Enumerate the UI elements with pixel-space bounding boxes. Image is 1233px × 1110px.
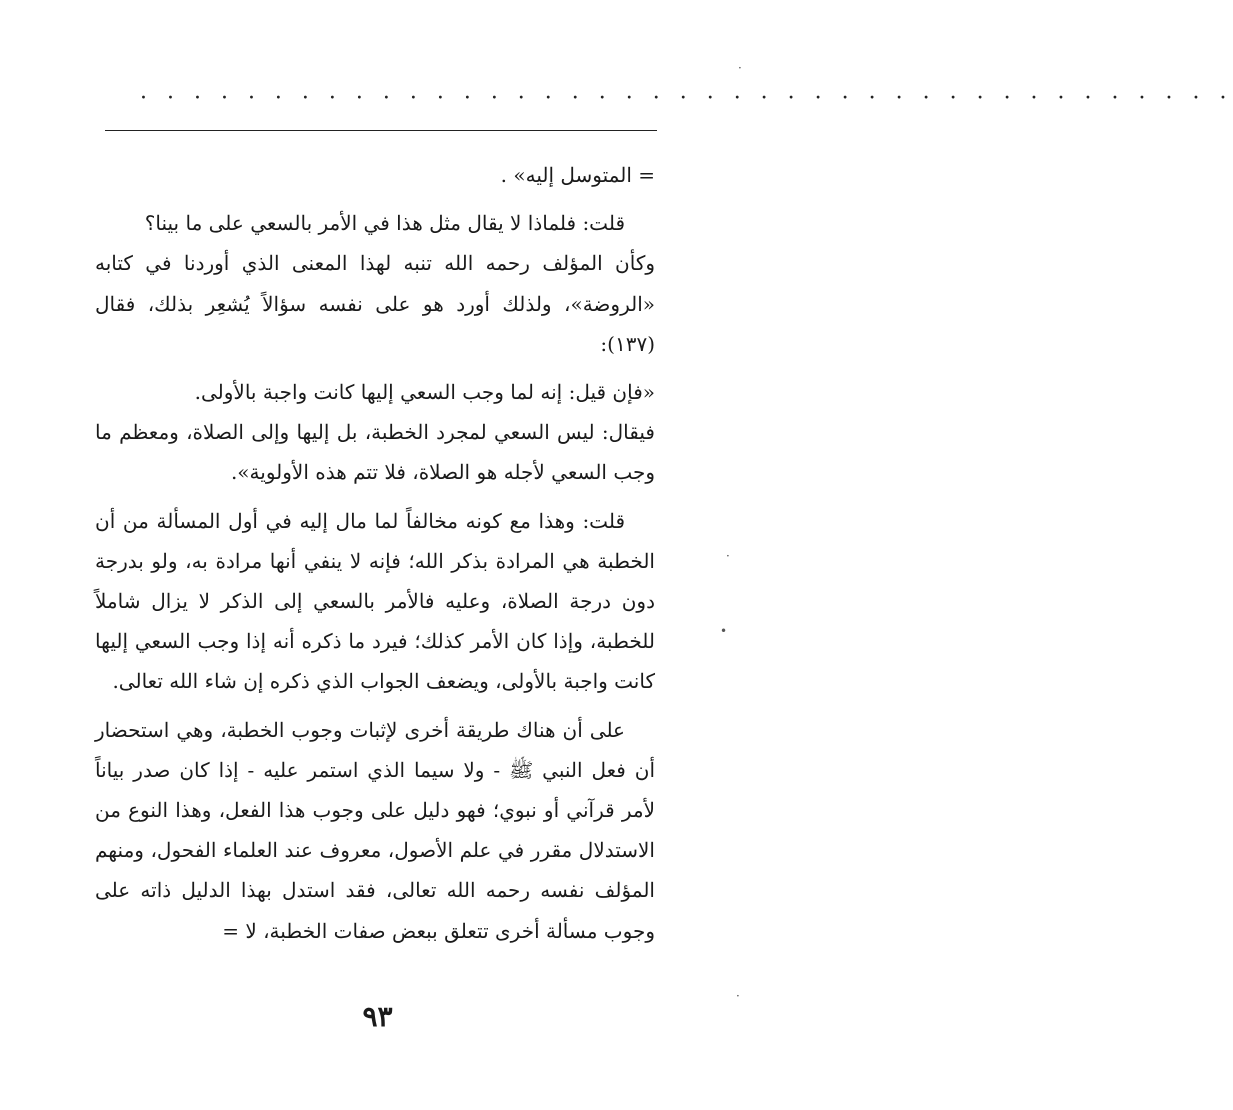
paragraph-gap [95,493,655,501]
main-text [95,155,655,951]
text-line: = المتوسل إليه» . [500,163,655,187]
text-paragraph: وكأن المؤلف رحمه الله تنبه لهذا المعنى الذي أوردنا في كتابه «الروضة»، ولذلك أورد هو على نفسه سؤالاً يُشعِر بذلك، فقال (١٣٧): [95,251,655,356]
paragraph-gap [95,364,655,372]
page-edge-mark: • [720,624,728,638]
text-line: قلت: فلماذا لا يقال مثل هذا في الأمر بالسعي على ما بينا؟ [144,211,625,236]
paragraph-gap [95,195,655,203]
text-line: «فإن قيل: إنه لما وجب السعي إليها كانت واجبة بالأولى. [194,380,655,405]
header-rule [105,130,657,131]
text-paragraph: قلت: وهذا مع كونه مخالفاً لما مال إليه في أول المسألة من أن الخطبة هي المرادة بذكر الله؛ فإنه لا ينفي أنها مرادة به، ولو بدرجة دون درجة الصلاة، وعليه فالأمر بالسعي إلى الذكر لا يزال شاملاً للخطبة، وإذا كان الأمر كذلك؛ فيرد ما ذكره أنه إذا وجب السعي إليها كانت واجبة بالأولى، ويضعف الجواب الذي ذكره إن شاء الله تعالى. [95,508,655,694]
text-paragraph: على أن هناك طريقة أخرى لإثبات وجوب الخطبة، وهي استحضار أن فعل النبي ﷺ - ولا سيما الذي استمر عليه - إذا كان صدر بياناً لأمر قرآني أو نبوي؛ فهو دليل على وجوب هذا الفعل، وهذا النوع من الاستدلال مقرر في علم الأصول، معروف عند العلماء الفحول، ومنهم المؤلف نفسه رحمه الله تعالى، فقد استدل بهذا الدليل ذاته على وجوب مسألة أخرى تتعلق ببعض صفات الخطبة، لا = [95,717,655,943]
page-edge-mark: · [738,61,742,75]
page-number: ٩٣ [362,1000,393,1033]
page-edge-mark: · [726,549,730,563]
header-dotted-line: · · · · · · · · · · · · · · · · · · · · · · · · · · · · · · · · · · · · · · · · · [140,86,1233,111]
page-edge-mark: · [736,989,740,1003]
text-paragraph: فيقال: ليس السعي لمجرد الخطبة، بل إليها وإلى الصلاة، ومعظم ما وجب السعي لأجله هو الصلاة، فلا تتم هذه الأولوية». [95,420,655,485]
paragraph-gap [95,702,655,710]
